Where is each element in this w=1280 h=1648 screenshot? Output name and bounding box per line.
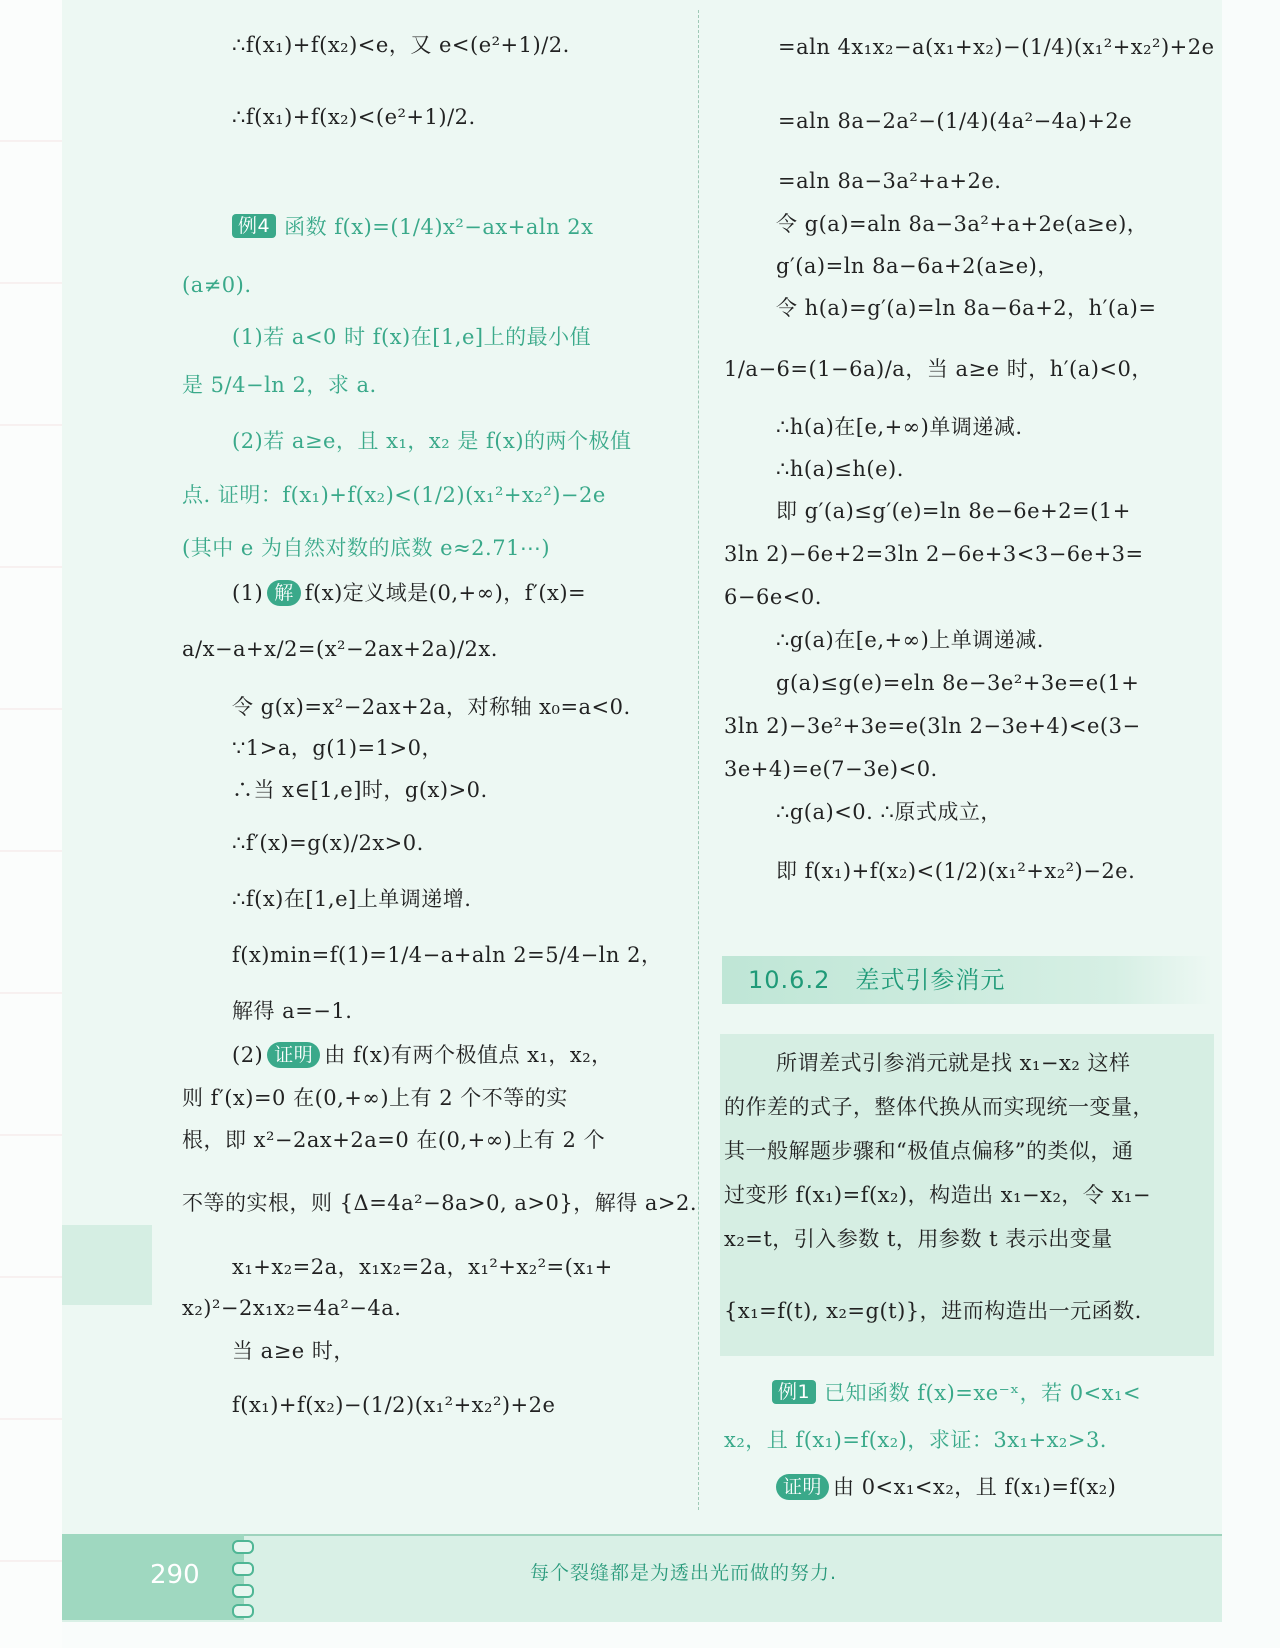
left-line-18: 解得 a=−1. <box>232 999 353 1023</box>
left-line-15: ∴f′(x)=g(x)/2x>0. <box>232 831 424 855</box>
example1-badge: 例1 <box>772 1380 816 1404</box>
binding-ring-icon <box>232 1562 254 1576</box>
left-line-22: 不等的实根，则 {Δ=4a²−8a>0, a>0}，解得 a>2. <box>182 1191 698 1215</box>
left-line-16: ∴f(x)在[1,e]上单调递增. <box>232 887 472 911</box>
left-line-17: f(x)min=f(1)=1/4−a+aln 2=5/4−ln 2， <box>232 943 663 967</box>
binding-ring-icon <box>232 1604 254 1618</box>
intro-line-1: 所谓差式引参消元就是找 x₁−x₂ 这样 <box>776 1051 1131 1075</box>
left-line-2: ∴f(x₁)+f(x₂)<(e²+1)/2. <box>232 105 476 129</box>
right-line-12: 6−6e<0. <box>724 585 822 609</box>
section-heading: 10.6.2 差式引参消元 <box>748 966 1006 994</box>
intro-line-5: x₂=t，引入参数 t，用参数 t 表示出变量 <box>724 1227 1113 1251</box>
left-line-7: (2)若 a≥e，且 x₁，x₂ 是 f(x)的两个极值 <box>232 429 632 453</box>
left-line-20: 则 f′(x)=0 在(0,+∞)上有 2 个不等的实 <box>182 1086 568 1110</box>
solution-1-line <box>232 578 586 608</box>
left-line-21: 根，即 x²−2ax+2a=0 在(0,+∞)上有 2 个 <box>182 1128 606 1152</box>
right-line-8: ∴h(a)在[e,+∞)单调递减. <box>776 415 1023 439</box>
left-line-23: x₁+x₂=2a，x₁x₂=2a，x₁²+x₂²=(x₁+ <box>232 1255 613 1279</box>
example1-line-2: x₂，且 f(x₁)=f(x₂)，求证：3x₁+x₂>3. <box>724 1428 1107 1452</box>
left-line-5: (1)若 a<0 时 f(x)在[1,e]上的最小值 <box>232 325 592 349</box>
left-line-9: (其中 e 为自然对数的底数 e≈2.71⋯) <box>182 536 551 560</box>
right-line-13: ∴g(a)在[e,+∞)上单调递减. <box>776 628 1044 652</box>
proof-badge-left: 证明 <box>267 1042 320 1068</box>
example4-badge: 例4 <box>232 214 276 238</box>
right-line-1: =aln 4x₁x₂−a(x₁+x₂)−(1/4)(x₁²+x₂²)+2e <box>778 35 1215 59</box>
page-number: 290 <box>150 1560 200 1590</box>
left-line-25: 当 a≥e 时， <box>232 1339 355 1363</box>
left-line-12: 令 g(x)=x²−2ax+2a，对称轴 x₀=a<0. <box>232 695 631 719</box>
solution-1-text: f(x)定义域是(0,+∞)，f′(x)= <box>304 581 587 605</box>
right-line-15: 3ln 2)−3e²+3e=e(3ln 2−3e+4)<e(3− <box>724 714 1141 738</box>
example1-text: 已知函数 f(x)=xe⁻ˣ，若 0<x₁< <box>824 1381 1142 1405</box>
right-line-10: 即 g′(a)≤g′(e)=ln 8e−6e+2=(1+ <box>776 499 1131 523</box>
book-page <box>62 0 1222 1620</box>
binding-ring-icon <box>232 1584 254 1598</box>
binding-ring-icon <box>232 1540 254 1554</box>
proof-2-text: 由 f(x)有两个极值点 x₁，x₂， <box>324 1043 613 1067</box>
right-line-9: ∴h(a)≤h(e). <box>776 457 904 481</box>
part2-label: (2) <box>232 1043 264 1067</box>
right-line-14: g(a)≤g(e)=eln 8e−3e²+3e=e(1+ <box>776 671 1140 695</box>
proof-right-line <box>772 1472 1116 1502</box>
right-line-11: 3ln 2)−6e+2=3ln 2−6e+3<3−6e+3= <box>724 542 1144 566</box>
example4-title <box>232 212 594 242</box>
right-line-2: =aln 8a−2a²−(1/4)(4a²−4a)+2e <box>778 109 1133 133</box>
left-line-26: f(x₁)+f(x₂)−(1/2)(x₁²+x₂²)+2e <box>232 1393 556 1417</box>
right-line-5: g′(a)=ln 8a−6a+2(a≥e)， <box>776 254 1059 278</box>
part1-label: (1) <box>232 581 264 605</box>
solve-badge: 解 <box>267 580 301 606</box>
right-line-16: 3e+4)=e(7−3e)<0. <box>724 757 938 781</box>
column-divider <box>698 10 699 1510</box>
left-line-14: ∴当 x∈[1,e]时，g(x)>0. <box>232 778 488 802</box>
footer-motto: 每个裂缝都是为透出光而做的努力. <box>530 1562 838 1584</box>
intro-line-3: 其一般解题步骤和“极值点偏移”的类似，通 <box>724 1139 1134 1163</box>
intro-line-6: {x₁=f(t), x₂=g(t)}，进而构造出一元函数. <box>724 1299 1142 1323</box>
left-margin-strip <box>0 0 62 1648</box>
left-line-4: (a≠0). <box>182 273 252 297</box>
left-line-6: 是 5/4−ln 2，求 a. <box>182 373 377 397</box>
left-line-8: 点. 证明：f(x₁)+f(x₂)<(1/2)(x₁²+x₂²)−2e <box>182 483 606 507</box>
left-line-1: ∴f(x₁)+f(x₂)<e，又 e<(e²+1)/2. <box>232 33 570 57</box>
example1-title <box>772 1378 1141 1408</box>
right-line-18: 即 f(x₁)+f(x₂)<(1/2)(x₁²+x₂²)−2e. <box>776 859 1136 883</box>
right-line-6: 令 h(a)=g′(a)=ln 8a−6a+2，h′(a)= <box>776 296 1157 320</box>
left-line-13: ∵1>a，g(1)=1>0， <box>232 736 443 760</box>
intro-line-4: 过变形 f(x₁)=f(x₂)，构造出 x₁−x₂，令 x₁− <box>724 1183 1151 1207</box>
left-line-24: x₂)²−2x₁x₂=4a²−4a. <box>182 1296 402 1320</box>
margin-decoration <box>62 1225 152 1305</box>
proof-right-text: 由 0<x₁<x₂，且 f(x₁)=f(x₂) <box>833 1475 1117 1499</box>
proof-2-line <box>232 1040 613 1070</box>
section-heading-band <box>722 956 1212 1004</box>
proof-badge-right: 证明 <box>776 1474 829 1500</box>
intro-line-2: 的作差的式子，整体代换从而实现统一变量， <box>724 1095 1154 1119</box>
left-line-11: a/x−a+x/2=(x²−2ax+2a)/2x. <box>182 637 498 661</box>
right-line-17: ∴g(a)<0. ∴原式成立， <box>776 800 1002 824</box>
right-line-3: =aln 8a−3a²+a+2e. <box>778 169 1002 193</box>
example4-text: 函数 f(x)=(1/4)x²−ax+aln 2x <box>284 215 594 239</box>
right-line-7: 1/a−6=(1−6a)/a，当 a≥e 时，h′(a)<0， <box>724 357 1153 381</box>
right-line-4: 令 g(a)=aln 8a−3a²+a+2e(a≥e)， <box>776 212 1149 236</box>
